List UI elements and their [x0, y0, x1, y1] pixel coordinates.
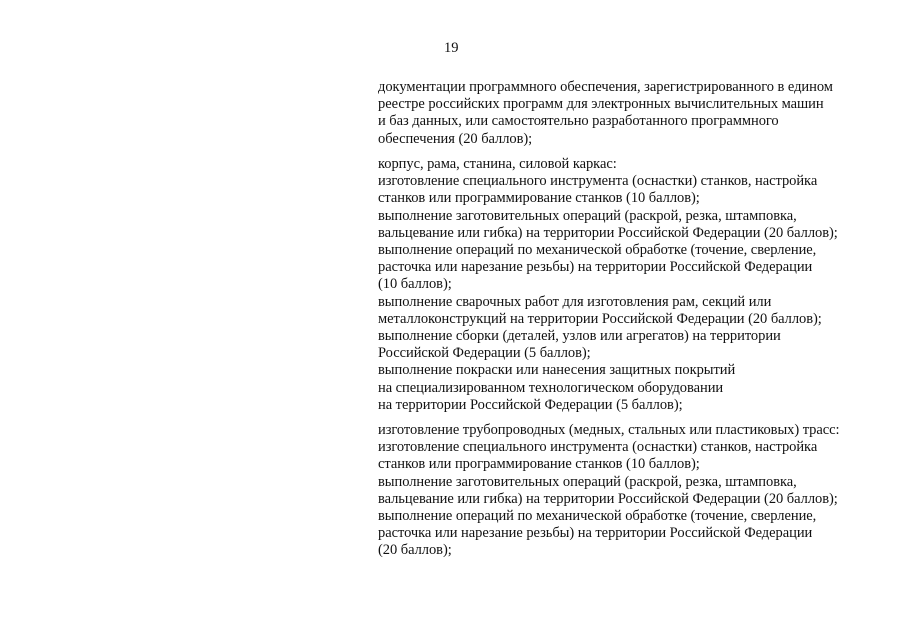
text-line: выполнение операций по механической обработке (точение, сверление, — [378, 242, 817, 259]
text-line: выполнение заготовительных операций (раскрой, резка, штамповка, — [378, 473, 797, 490]
text-line: выполнение операций по механической обработке (точение, сверление, — [378, 508, 817, 525]
text-line: станков или программирование станков (10 баллов); — [378, 456, 700, 473]
text-line: документации программного обеспечения, зарегистрированного в едином — [378, 79, 833, 95]
text-line: расточка или нарезание резьбы) на территории Российской Федерации — [378, 525, 813, 542]
text-line: станков или программирование станков (10 баллов); — [378, 190, 700, 207]
text-line: вальцевание или гибка) на территории Российской Федерации (20 баллов); — [378, 224, 838, 241]
text-line: (10 баллов); — [378, 276, 452, 293]
text-line: на территории Российской Федерации (5 баллов); — [378, 396, 683, 413]
text-line: обеспечения (20 баллов); — [378, 130, 533, 147]
text-line: на специализированном технологическом оборудовании — [378, 379, 724, 396]
paragraph-pipeline-routes — [378, 422, 878, 560]
section-heading: изготовление трубопроводных (медных, стальных или пластиковых) трасс: — [378, 422, 840, 438]
section-heading: корпус, рама, станина, силовой каркас: — [378, 156, 617, 172]
text-line: реестре российских программ для электронных вычислительных машин — [378, 96, 824, 113]
text-line: выполнение сборки (деталей, узлов или агрегатов) на территории — [378, 328, 781, 345]
text-line: Российской Федерации (5 баллов); — [378, 345, 591, 362]
text-line: и баз данных, или самостоятельно разработанного программного — [378, 113, 779, 130]
text-line: выполнение сварочных работ для изготовления рам, секций или — [378, 293, 772, 310]
text-line: выполнение заготовительных операций (раскрой, резка, штамповка, — [378, 207, 797, 224]
text-line: выполнение покраски или нанесения защитных покрытий — [378, 362, 736, 379]
paragraph-body-frame — [378, 156, 878, 414]
page-number: 19 — [444, 40, 459, 56]
text-line: изготовление специального инструмента (оснастки) станков, настройка — [378, 173, 818, 190]
text-line: изготовление специального инструмента (оснастки) станков, настройка — [378, 439, 818, 456]
text-line: металлоконструкций на территории Российской Федерации (20 баллов); — [378, 310, 822, 327]
text-line: вальцевание или гибка) на территории Российской Федерации (20 баллов); — [378, 490, 838, 507]
text-line: расточка или нарезание резьбы) на территории Российской Федерации — [378, 259, 813, 276]
text-line: (20 баллов); — [378, 542, 452, 559]
paragraph-software-documentation — [378, 79, 878, 148]
